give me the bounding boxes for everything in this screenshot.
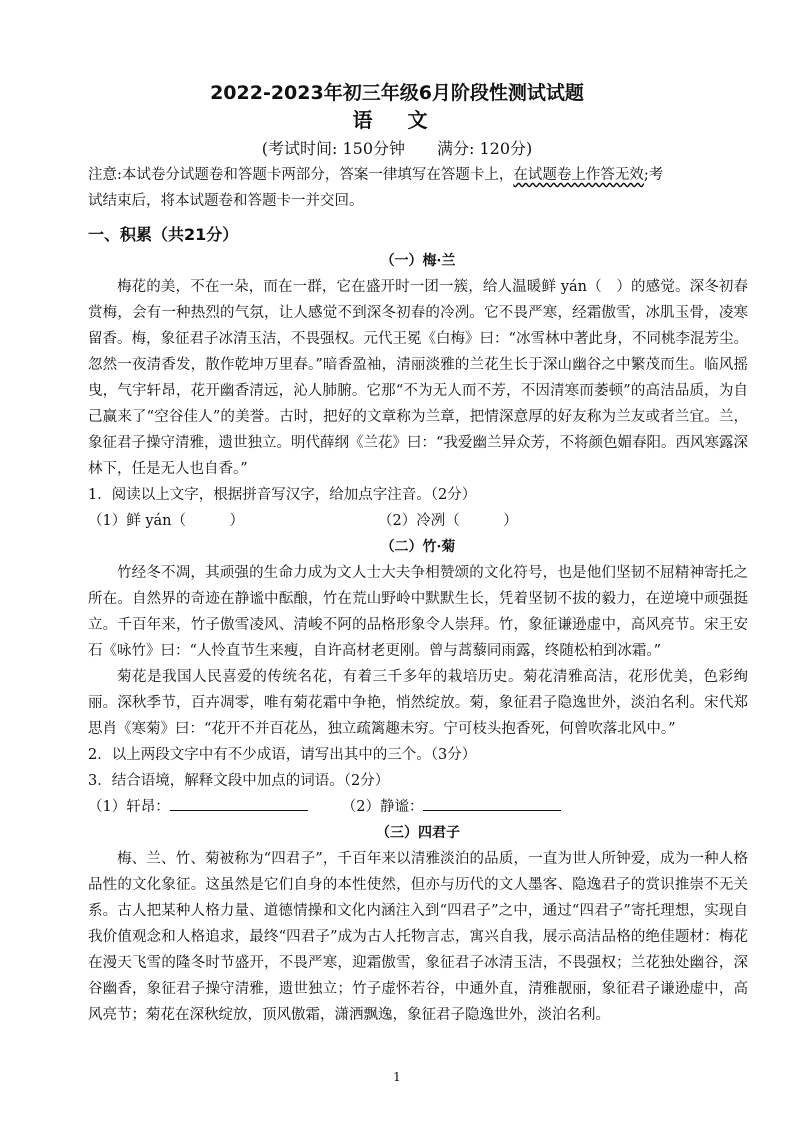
notice-line1-a: 注意:本试卷分试题卷和答题卡两部分，答案一律填写在答题卡上， <box>88 167 514 183</box>
subject-title: 语 文 <box>352 108 442 132</box>
q3-answer-line-1[interactable] <box>170 794 308 811</box>
page-number: 1 <box>393 1070 401 1084</box>
part2-title: （二）竹·菊 <box>380 539 456 555</box>
exam-info: (考试时间: 150分钟 满分: 120分) <box>261 139 533 158</box>
section-heading: 一、积累（共21分） <box>88 225 239 244</box>
notice-line1-c: ;考 <box>643 167 664 183</box>
question-3: 3．结合语境，解释文段中加点的词语。（2分） <box>88 773 390 789</box>
question-1: 1．阅读以上文字，根据拼音写汉字，给加点字注音。（2分） <box>88 487 477 503</box>
q3-item-1-label: （1）轩昂： <box>88 799 170 815</box>
section-1 <box>88 222 748 1028</box>
question-1-items <box>88 508 748 534</box>
q3-item-2-label: （2）静谧： <box>341 799 424 815</box>
notice-line2: 试结束后，将本试题卷和答题卡一并交回。 <box>88 193 364 209</box>
part2-paragraph-2: 菊花是我国人民喜爱的传统名花，有着三千多年的栽培历史。菊花清雅高洁，花形优美，色彩绚丽。深秋季节，百卉凋零，唯有菊花霜中争艳，悄然绽放。菊，象征君子隐逸世外，淡泊名利。宋代郑思肖《寒菊》曰：“花开不并百花丛，独立疏篱趣未穷。宁可枝头抱香死，何曾吹落北风中。” <box>88 669 748 737</box>
part1-paragraph: 梅花的美，不在一朵，而在一群，它在盛开时一团一簇，给人温暖鲜 yán（ ）的感觉。深冬初春赏梅，会有一种热烈的气氛，让人感觉不到深冬初春的冷冽。它不畏严寒，经霜傲雪，冰肌玉骨，凌寒留香。梅，象征君子冰清玉洁，不畏强权。元代王冕《白梅》曰：“冰雪林中著此身，不同桃李混芳尘。忽然一夜清香发，散作乾坤万里春。”暗香盈袖，清丽淡雅的兰花生长于深山幽谷之中繁茂而生。临风摇曳，气宇轩昂，花开幽香清远，沁人肺腑。它那“不为无人而不芳，不因清寒而萎顿”的高洁品质，为自己赢来了“空谷佳人”的美誉。古时，把好的文章称为兰章，把情深意厚的好友称为兰友或者兰宜。兰，象征君子操守清雅，遗世独立。明代薛纲《兰花》曰：“我爱幽兰异众芳，不将颜色媚春阳。西风寒露深林下，任是无人也自香。” <box>88 279 748 477</box>
q3-answer-line-2[interactable] <box>423 794 561 811</box>
notice-line1-emphasis: 在试题卷上作答无效 <box>513 167 644 183</box>
part3-paragraph: 梅、兰、竹、菊被称为“四君子”，千百年来以清雅淡泊的品质，一直为世人所钟爱，成为一种人格品性的文化象征。这虽然是它们自身的本性使然，但亦与历代的文人墨客、隐逸君子的赏识推崇不无关系。古人把某种人格力量、道德情操和文化内涵注入到“四君子”之中，通过“四君子”寄托理想，实现自我价值观念和人格追求，最终“四君子”成为古人托物言志，寓兴自我，展示高洁品格的绝佳题材：梅花在漫天飞雪的隆冬时节盛开，不畏严寒，迎霜傲雪，象征君子冰清玉洁，不畏强权；兰花独处幽谷，深谷幽香，象征君子操守清雅，遗世独立；竹子虚怀若谷，中通外直，清雅靓丽，象征君子谦逊虚中，高风亮节；菊花在深秋绽放，顶风傲霜，潇洒飘逸，象征君子隐逸世外，淡泊名利。 <box>88 851 748 1023</box>
q1-item-2: （2）冷冽（ ） <box>378 513 518 529</box>
exam-title: 2022-2023年初三年级6月阶段性测试试题 <box>210 82 584 104</box>
part2-paragraph-1: 竹经冬不凋，其顽强的生命力成为文人士大夫争相赞颂的文化符号，也是他们坚韧不屈精神寄托之所在。自然界的奇迹在静谧中酝酿，竹在荒山野岭中默默生长，凭着坚韧不拔的毅力，在逆境中顽强挺立。千百年来，竹子傲雪凌风、清峻不阿的品格形象令人崇拜。竹，象征谦逊虚中，高风亮节。宋王安石《咏竹》曰：“人怜直节生来瘦，自许高材老更刚。曾与蒿藜同雨露，终随松柏到冰霜。” <box>88 565 748 659</box>
question-3-items <box>88 794 748 820</box>
notice <box>88 162 748 214</box>
part1-title: （一）梅·兰 <box>380 253 456 269</box>
q1-item-1: （1）鲜 yán（ ） <box>88 513 245 529</box>
part3-title: （三）四君子 <box>376 825 460 841</box>
question-2: 2．以上两段文字中有不少成语，请写出其中的三个。（3分） <box>88 747 477 763</box>
